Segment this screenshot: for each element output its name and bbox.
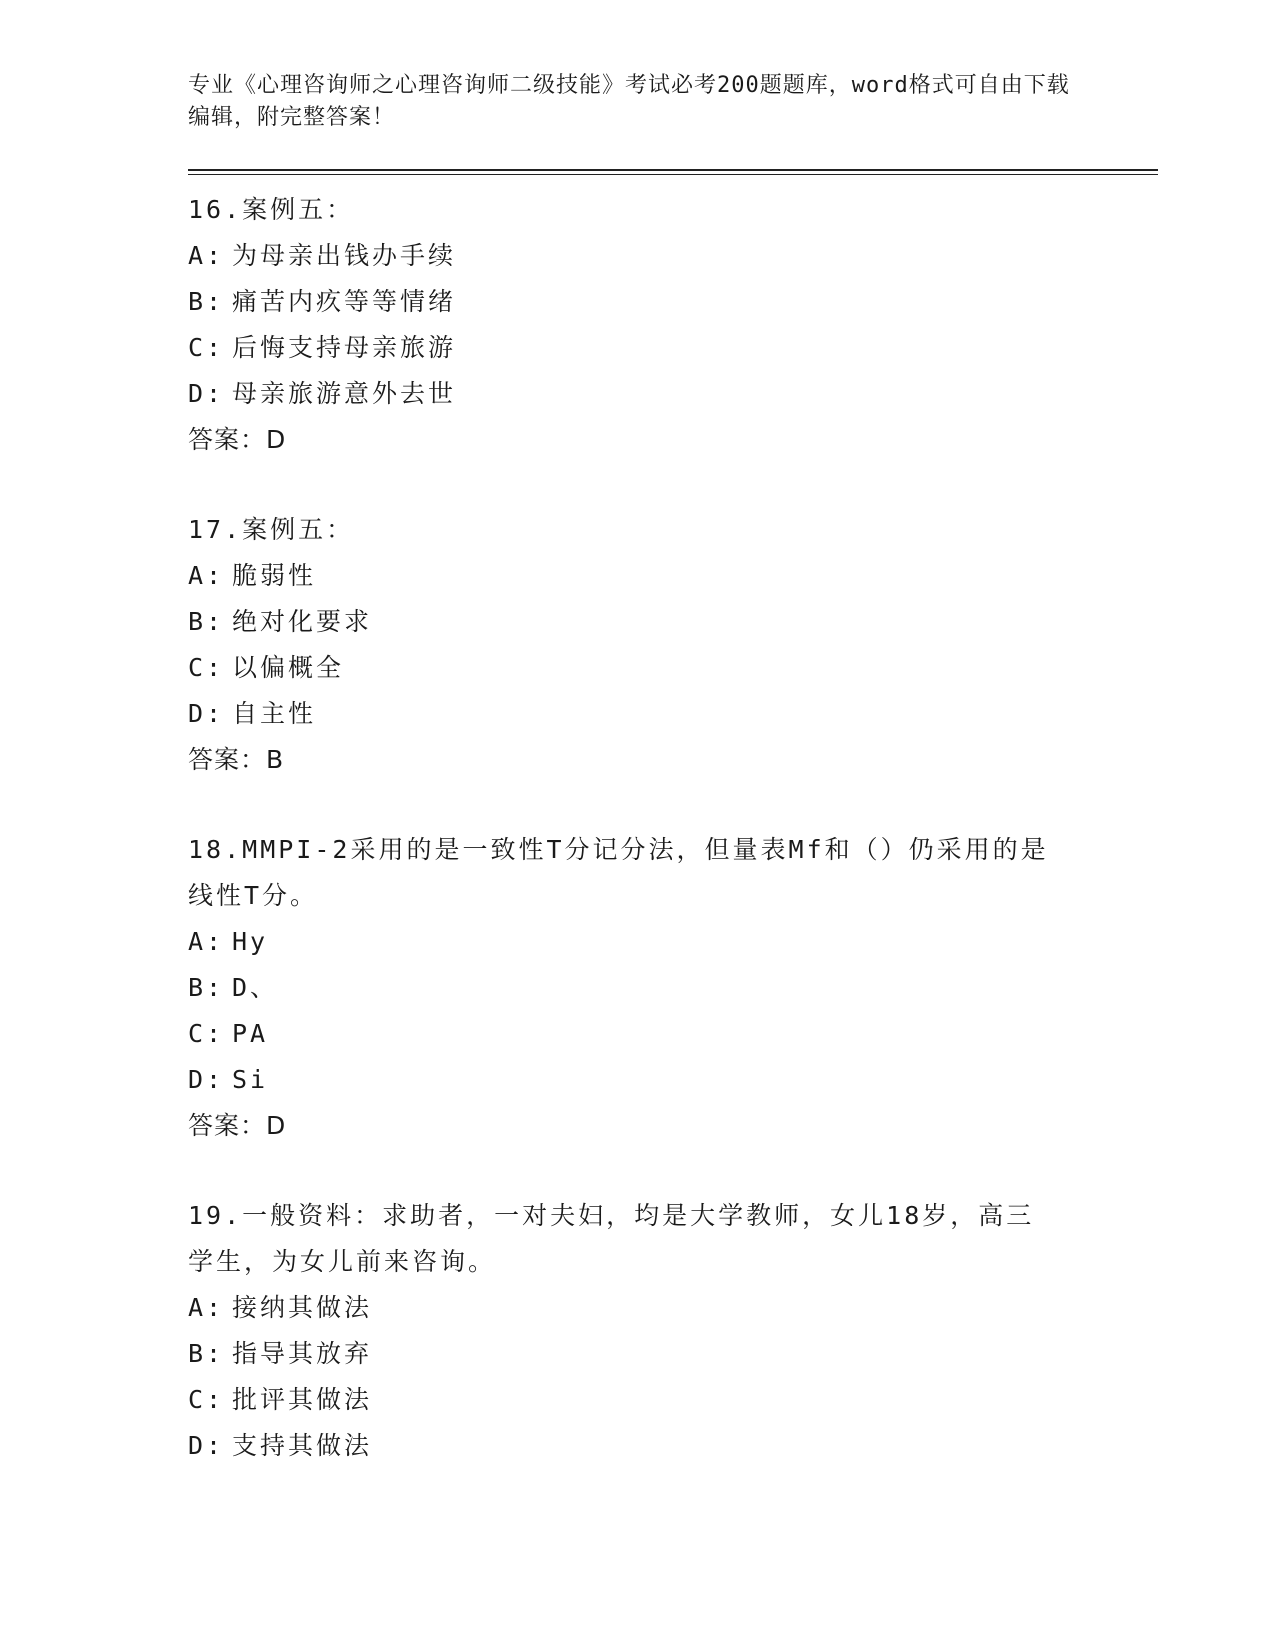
option-c [188,1011,1158,1057]
option-letter: A: [188,241,225,270]
option-a [188,553,1158,599]
option-text: Si [232,1065,269,1094]
option-a [188,1285,1158,1331]
option-letter: D: [188,1431,225,1460]
option-text: 为母亲出钱办手续 [232,241,457,270]
option-text: D、 [232,973,279,1002]
option-b [188,965,1158,1011]
option-letter: A: [188,1293,225,1322]
document-header: 专业《心理咨询师之心理咨询师二级技能》考试必考200题题库，word格式可自由下载编辑，附完整答案！ [188,73,1070,130]
question-stem: 19.一般资料：求助者，一对夫妇，均是大学教师，女儿18岁，高三学生，为女儿前来咨询。 [188,1201,1035,1276]
option-text: Hy [232,927,269,956]
option-c [188,645,1158,691]
option-b [188,599,1158,645]
option-text: 批评其做法 [232,1385,373,1414]
question-19 [188,1193,1158,1469]
option-letter: D: [188,699,225,728]
option-d [188,371,1158,417]
question-stem: 17.案例五： [188,515,355,544]
option-letter: D: [188,1065,225,1094]
option-text: 以偏概全 [232,653,345,682]
option-d [188,1057,1158,1103]
option-a [188,919,1158,965]
answer-line: 答案：D [188,425,287,454]
option-letter: B: [188,607,225,636]
header-divider [188,169,1158,175]
question-16 [188,187,1158,463]
document-page [188,70,1158,1513]
option-d [188,1423,1158,1469]
option-text: 脆弱性 [232,561,317,590]
option-letter: A: [188,927,225,956]
option-c [188,325,1158,371]
option-text: 指导其放弃 [232,1339,373,1368]
option-text: 后悔支持母亲旅游 [232,333,457,362]
option-text: 母亲旅游意外去世 [232,379,457,408]
option-text: 支持其做法 [232,1431,373,1460]
option-letter: C: [188,1385,225,1414]
option-letter: C: [188,653,225,682]
question-list [188,187,1158,1469]
option-letter: B: [188,1339,225,1368]
option-text: PA [232,1019,269,1048]
question-stem: 16.案例五： [188,195,355,224]
option-c [188,1377,1158,1423]
question-stem: 18.MMPI-2采用的是一致性T分记分法，但量表Mf和（）仍采用的是线性T分。 [188,835,1049,910]
option-letter: D: [188,379,225,408]
answer-line: 答案：D [188,1111,287,1140]
question-18 [188,827,1158,1149]
option-d [188,691,1158,737]
option-a [188,233,1158,279]
option-letter: B: [188,973,225,1002]
question-17 [188,507,1158,783]
option-text: 痛苦内疚等等情绪 [232,287,457,316]
option-letter: C: [188,333,225,362]
answer-line: 答案：B [188,745,285,774]
option-letter: A: [188,561,225,590]
option-text: 自主性 [232,699,317,728]
option-letter: B: [188,287,225,316]
option-b [188,1331,1158,1377]
option-text: 接纳其做法 [232,1293,373,1322]
option-text: 绝对化要求 [232,607,373,636]
option-b [188,279,1158,325]
option-letter: C: [188,1019,225,1048]
